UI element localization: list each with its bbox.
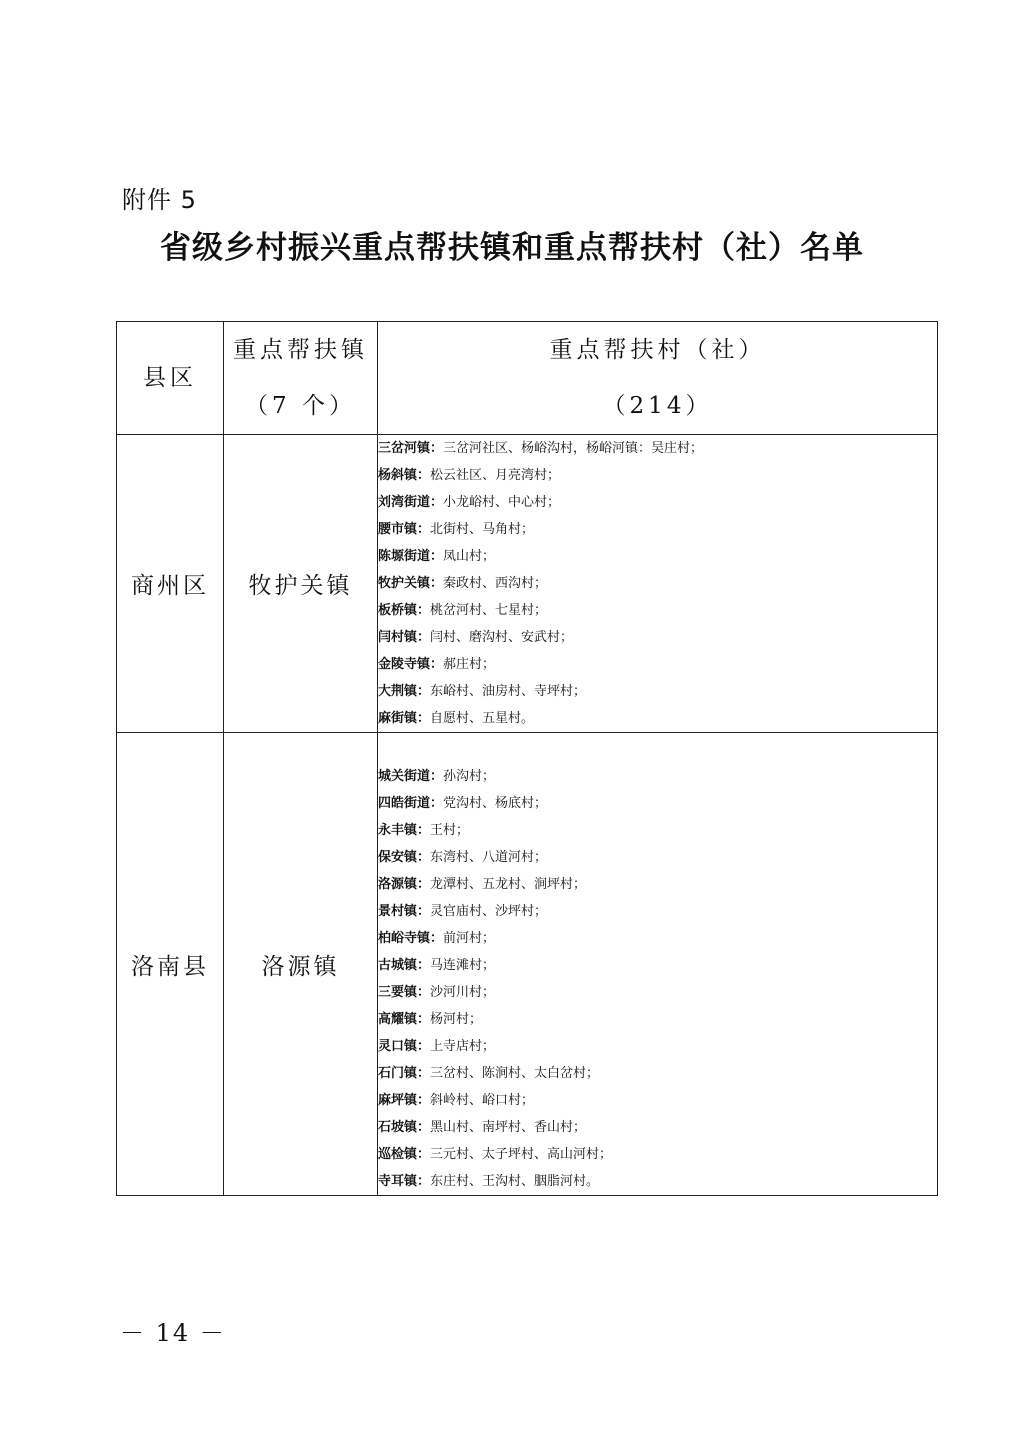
village-entry-town: 巡检镇： bbox=[378, 1147, 431, 1162]
village-entry-list: 闫村、磨沟村、安武村； bbox=[430, 630, 574, 645]
village-entry-list: 沙河川村； bbox=[430, 985, 496, 1000]
county-cell: 洛南县 bbox=[117, 733, 224, 1196]
village-entry-list: 斜岭村、峪口村； bbox=[430, 1093, 535, 1108]
village-entry-list: 王村； bbox=[430, 823, 470, 838]
header-town-line1: 重点帮扶镇 bbox=[233, 337, 368, 363]
village-entry-town: 大荆镇： bbox=[378, 684, 431, 699]
village-entry-list: 北街村、马角村； bbox=[430, 522, 535, 537]
village-entry-town: 灵口镇： bbox=[378, 1039, 431, 1054]
village-entry-town: 永丰镇： bbox=[378, 823, 431, 838]
village-entry-list: 东湾村、八道河村； bbox=[430, 850, 548, 865]
village-entry-list: 东庄村、王沟村、胭脂河村。 bbox=[430, 1174, 600, 1189]
village-entry bbox=[378, 871, 937, 898]
village-entry bbox=[378, 790, 937, 817]
village-entry-town: 闫村镇： bbox=[378, 630, 431, 645]
village-entry-list: 小龙峪村、中心村； bbox=[443, 495, 561, 510]
village-entry-list: 自愿村、五星村。 bbox=[430, 711, 535, 726]
table-row bbox=[117, 435, 938, 733]
village-entry bbox=[378, 1114, 937, 1141]
village-entry bbox=[378, 516, 937, 543]
village-entry-town: 麻街镇： bbox=[378, 711, 431, 726]
village-entry-list: 马连滩村； bbox=[430, 958, 496, 973]
village-entry bbox=[378, 925, 937, 952]
village-entry-town: 古城镇： bbox=[378, 958, 431, 973]
village-entry-town: 金陵寺镇： bbox=[378, 657, 444, 672]
table-header-row bbox=[117, 322, 938, 435]
roster-table bbox=[116, 321, 938, 1196]
village-entry bbox=[378, 763, 937, 790]
village-entry-list: 上寺店村； bbox=[430, 1039, 496, 1054]
document-title: 省级乡村振兴重点帮扶镇和重点帮扶村（社）名单 bbox=[160, 230, 864, 266]
village-entry bbox=[378, 678, 937, 705]
village-entry-list: 杨河村； bbox=[430, 1012, 483, 1027]
village-entry-town: 三要镇： bbox=[378, 985, 431, 1000]
village-entry bbox=[378, 597, 937, 624]
village-entry-list: 凤山村； bbox=[443, 549, 496, 564]
village-entry-list: 秦政村、西沟村； bbox=[443, 576, 548, 591]
attachment-label: 附件 5 bbox=[122, 186, 197, 214]
village-entry-list: 桃岔河村、七星村； bbox=[430, 603, 548, 618]
village-entry bbox=[378, 898, 937, 925]
header-village bbox=[378, 322, 938, 435]
village-entry bbox=[378, 489, 937, 516]
village-entry bbox=[378, 844, 937, 871]
village-entry-list: 党沟村、杨底村； bbox=[443, 796, 548, 811]
table-row bbox=[117, 733, 938, 1196]
village-entry bbox=[378, 543, 937, 570]
county-cell: 商州区 bbox=[117, 435, 224, 733]
village-entry bbox=[378, 952, 937, 979]
village-entry-town: 麻坪镇： bbox=[378, 1093, 431, 1108]
village-entry bbox=[378, 979, 937, 1006]
village-entry-town: 柏峪寺镇： bbox=[378, 931, 444, 946]
village-entry-town: 城关街道： bbox=[378, 769, 444, 784]
village-entry-list: 前河村； bbox=[443, 931, 496, 946]
village-entry bbox=[378, 1141, 937, 1168]
village-entry-town: 洛源镇： bbox=[378, 877, 431, 892]
village-entry-list: 灵官庙村、沙坪村； bbox=[430, 904, 548, 919]
village-entry-list: 郝庄村； bbox=[443, 657, 496, 672]
header-town bbox=[224, 322, 378, 435]
village-entry bbox=[378, 1168, 937, 1195]
village-entry-list: 孙沟村； bbox=[443, 769, 496, 784]
village-entry-town: 石门镇： bbox=[378, 1066, 431, 1081]
village-entry bbox=[378, 435, 937, 462]
village-entry bbox=[378, 1060, 937, 1087]
village-entry-list: 东峪村、油房村、寺坪村； bbox=[430, 684, 587, 699]
village-entry-list: 三岔村、陈涧村、太白岔村； bbox=[430, 1066, 600, 1081]
village-entry bbox=[378, 1033, 937, 1060]
village-entry-town: 板桥镇： bbox=[378, 603, 431, 618]
village-entry-town: 石坡镇： bbox=[378, 1120, 431, 1135]
village-entry-town: 保安镇： bbox=[378, 850, 431, 865]
page-number: － 14 － bbox=[120, 1319, 226, 1347]
village-entry bbox=[378, 817, 937, 844]
village-entry bbox=[378, 1006, 937, 1033]
village-entry-town: 牧护关镇： bbox=[378, 576, 444, 591]
village-entry-list: 三元村、太子坪村、高山河村； bbox=[430, 1147, 613, 1162]
village-entry bbox=[378, 624, 937, 651]
header-town-line2: （7 个） bbox=[245, 393, 356, 419]
village-entry-town: 景村镇： bbox=[378, 904, 431, 919]
village-entry-town: 杨斜镇： bbox=[378, 468, 431, 483]
header-county: 县区 bbox=[117, 322, 224, 435]
village-entry-list: 龙潭村、五龙村、涧坪村； bbox=[430, 877, 587, 892]
village-entry-town: 腰市镇： bbox=[378, 522, 431, 537]
village-entry-town: 高耀镇： bbox=[378, 1012, 431, 1027]
village-entry-list: 松云社区、月亮湾村； bbox=[430, 468, 561, 483]
village-list-cell bbox=[378, 733, 938, 1196]
header-village-line2: （214） bbox=[602, 393, 713, 419]
header-village-line1: 重点帮扶村（社） bbox=[549, 337, 766, 363]
village-entry-town: 寺耳镇： bbox=[378, 1174, 431, 1189]
village-entry-town: 陈塬街道： bbox=[378, 549, 444, 564]
village-entry-list: 黑山村、南坪村、香山村； bbox=[430, 1120, 587, 1135]
village-entry-town: 三岔河镇： bbox=[378, 441, 444, 456]
village-entry bbox=[378, 570, 937, 597]
village-entry bbox=[378, 462, 937, 489]
village-entry bbox=[378, 651, 937, 678]
village-entry-town: 四皓街道： bbox=[378, 796, 444, 811]
key-town-cell: 牧护关镇 bbox=[224, 435, 378, 733]
village-entry-town: 刘湾街道： bbox=[378, 495, 444, 510]
village-list-cell bbox=[378, 435, 938, 733]
village-entry bbox=[378, 1087, 937, 1114]
key-town-cell: 洛源镇 bbox=[224, 733, 378, 1196]
village-entry-list: 三岔河社区、杨峪沟村，杨峪河镇：吴庄村； bbox=[443, 441, 704, 456]
village-entry bbox=[378, 705, 937, 732]
